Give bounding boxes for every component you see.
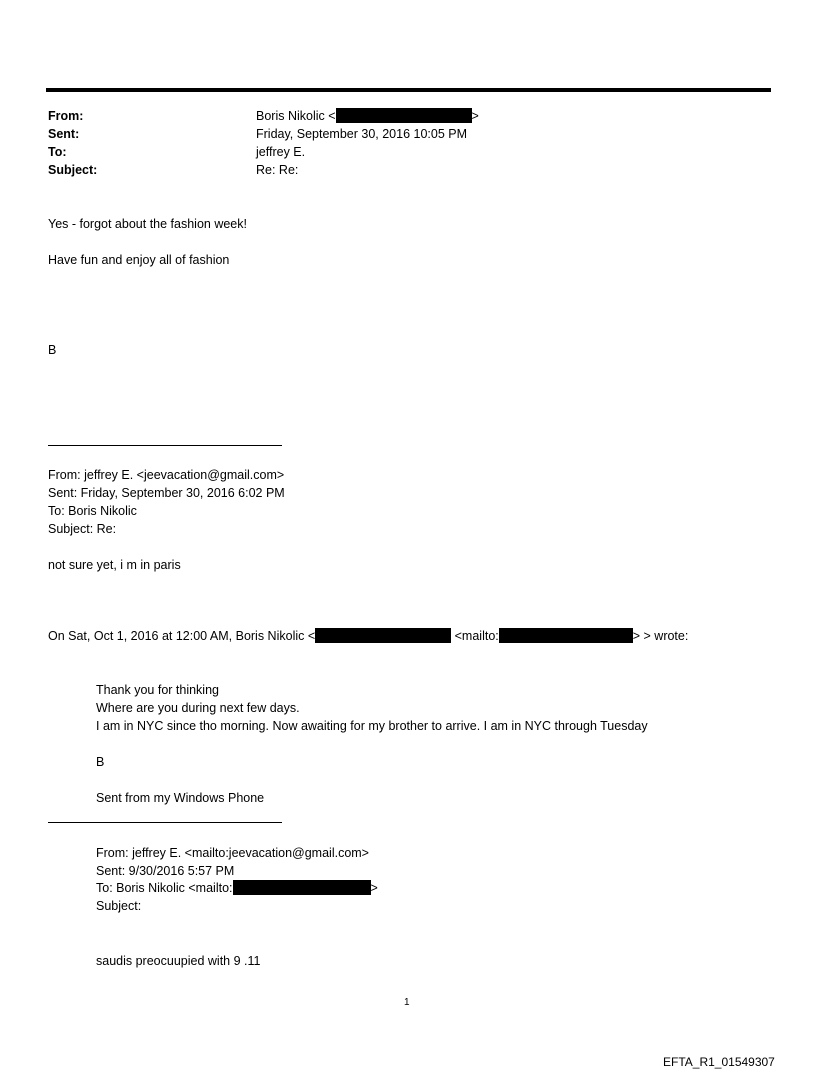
quote-line-2: Where are you during next few days. <box>96 701 300 715</box>
reply2-from: From: jeffrey E. <mailto:jeevacation@gmail.com> <box>96 846 369 860</box>
from-name: Boris Nikolic < <box>256 109 336 123</box>
header-rule <box>46 88 771 92</box>
reply1-from: From: jeffrey E. <jeevacation@gmail.com> <box>48 468 285 482</box>
separator-1 <box>48 445 282 446</box>
redaction-box <box>499 628 633 643</box>
from-label: From: <box>48 109 84 123</box>
quote-intro-start: On Sat, Oct 1, 2016 at 12:00 AM, Boris Nikolic < <box>48 629 316 643</box>
body-signoff: B <box>48 343 57 357</box>
separator-2 <box>48 822 282 823</box>
to-value: jeffrey E. <box>256 145 306 159</box>
reply2-message: saudis preocuupied with 9 .11 <box>96 954 261 968</box>
redaction-box <box>233 880 371 895</box>
reply1-to: To: Boris Nikolic <box>48 504 137 518</box>
from-value <box>256 108 479 124</box>
quote-line-3: I am in NYC since tho morning. Now awaiting for my brother to arrive. I am in NYC through Tuesday <box>96 719 648 733</box>
reply2-subject: Subject: <box>96 899 142 913</box>
sent-value: Friday, September 30, 2016 10:05 PM <box>256 127 467 141</box>
quote-intro-mid: <mailto: <box>451 629 499 643</box>
reply2-to <box>96 880 378 896</box>
reply1-subject: Subject: Re: <box>48 522 117 536</box>
quote-sent-from: Sent from my Windows Phone <box>96 791 265 805</box>
quote-signoff: B <box>96 755 105 769</box>
redaction-box <box>336 108 472 123</box>
reply1-message: not sure yet, i m in paris <box>48 558 181 572</box>
to-label: To: <box>48 145 67 159</box>
reply2-to-end: > <box>370 881 378 895</box>
from-close: > <box>471 109 479 123</box>
body-line-1: Yes - forgot about the fashion week! <box>48 217 247 231</box>
reply2-to-start: To: Boris Nikolic <mailto: <box>96 881 233 895</box>
quote-intro-end: > > wrote: <box>632 629 689 643</box>
reply1-sent: Sent: Friday, September 30, 2016 6:02 PM <box>48 486 285 500</box>
redaction-box <box>315 628 451 643</box>
sent-label: Sent: <box>48 127 80 141</box>
subject-label: Subject: <box>48 163 98 177</box>
reply2-sent: Sent: 9/30/2016 5:57 PM <box>96 864 235 878</box>
subject-value: Re: Re: <box>256 163 299 177</box>
page-number: 1 <box>404 997 410 1008</box>
body-line-2: Have fun and enjoy all of fashion <box>48 253 230 267</box>
quote-line-1: Thank you for thinking <box>96 683 219 697</box>
document-id: EFTA_R1_01549307 <box>663 1055 775 1069</box>
quote-intro <box>48 628 688 644</box>
